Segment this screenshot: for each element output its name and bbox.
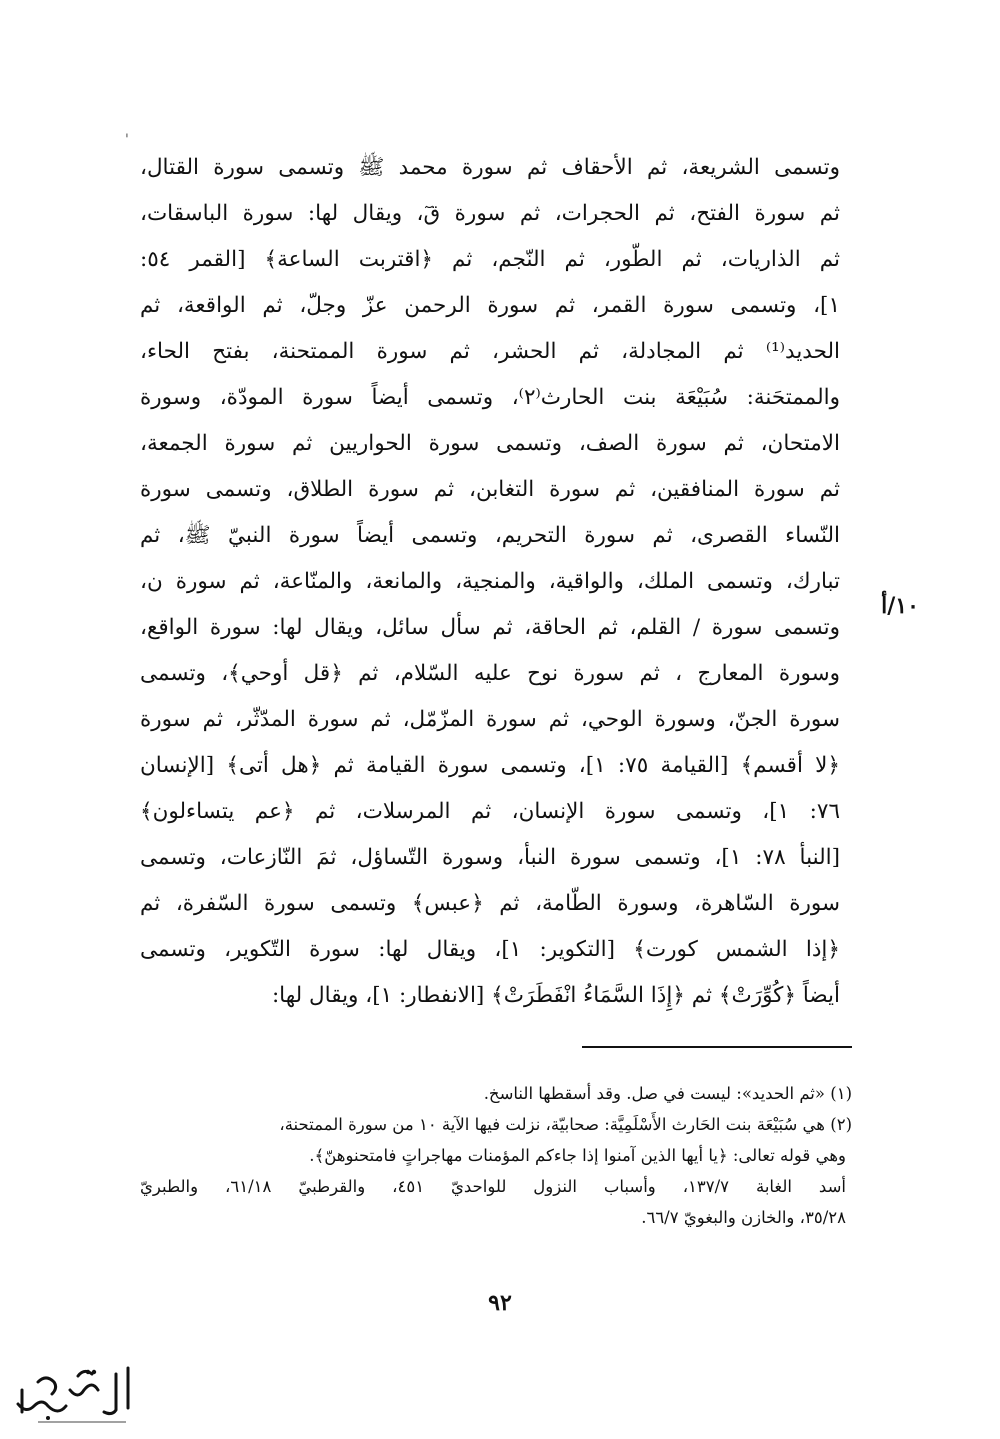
page-number: ٩٢ (488, 1290, 512, 1316)
calligraphy-logo-icon (8, 1360, 143, 1430)
text-line: تبارك، وتسمى الملك، والواقية، والمنجية، والمانعة، والمنّاعة، ثم سورة ن، (140, 569, 840, 594)
text-line: وتسمى الشريعة، ثم الأحقاف ثم سورة محمد ﷺ وتسمى سورة القتال، (140, 155, 840, 180)
calligraphy-logo (8, 1360, 143, 1430)
main-text-block (140, 145, 840, 1019)
text-line: ثم سورة المنافقين، ثم سورة التغابن، ثم سورة الطلاق، وتسمى سورة (140, 477, 840, 502)
text-line: ثم الذاريات، ثم الطّور، ثم النّجم، ثم ﴿اقتربت الساعة﴾ [القمر ٥٤: (140, 247, 840, 272)
footnote-line: وهي قوله تعالى: ﴿يا أيها الذين آمنوا إذا جاءكم المؤمنات مهاجراتٍ فامتحنوهنّ﴾. (309, 1146, 846, 1165)
text-line: سورة السّاهرة، وسورة الطّامة، ثم ﴿عبس﴾ وتسمى سورة السّفرة، ثم (140, 891, 840, 916)
footnote-line: ٣٥/٢٨، والخازن والبغويّ ٦٦/٧. (641, 1208, 846, 1227)
text-line: وسورة المعارج ، ثم سورة نوح عليه السّلام، ثم ﴿قل أوحي﴾، وتسمى (140, 661, 840, 686)
footnote-line: أسد الغابة ١٣٧/٧، وأسباب النزول للواحديّ ٤٥١، والقرطبيّ ٦١/١٨، والطبريّ (140, 1177, 847, 1196)
text-line: والممتحَنة: سُبَيْعَة بنت الحارث⁽٢⁾، وتسمى أيضاً سورة المودّة، وسورة (140, 385, 840, 410)
footnote-line: (٢) هي سُبَيْعَة بنت الحَارث الأَسْلَمِيَّة: صحابيّة، نزلت فيها الآية ١٠ من سورة الممتحنة، (279, 1115, 852, 1134)
text-line: الحديد⁽¹⁾ ثم المجادلة، ثم الحشر، ثم سورة الممتحنة، بفتح الحاء، (140, 339, 840, 364)
text-line: ٧٦: ١]، وتسمى سورة الإنسان، ثم المرسلات، ثم ﴿عم يتساءلون﴾ (140, 799, 840, 824)
footnotes-block (140, 1078, 852, 1233)
text-line: ﴿إذا الشمس كورت﴾ [التكوير: ١]، ويقال لها: سورة التّكوير، وتسمى (140, 937, 840, 962)
text-line: [النبأ ٧٨: ١]، وتسمى سورة النبأ، وسورة التّساؤل، ثمَ النّازعات، وتسمى (140, 845, 840, 870)
text-line: سورة الجنّ، وسورة الوحي، ثم سورة المزّمّل، ثم سورة المدّثّر، ثم سورة (140, 707, 840, 732)
footnote-line: (١) «ثم الحديد»: ليست في صل. وقد أسقطها الناسخ. (483, 1084, 852, 1103)
footnote-separator (582, 1046, 852, 1048)
text-line: أيضاً ﴿كُوِّرَتْ﴾ ثم ﴿إِذَا السَّمَاءُ انْفَطَرَتْ﴾ [الانفطار: ١]، ويقال لها: (271, 983, 840, 1008)
text-line: ﴿لا أقسم﴾ [القيامة ٧٥: ١]، وتسمى سورة القيامة ثم ﴿هل أتى﴾ [الإنسان (140, 753, 840, 778)
text-line: الامتحان، ثم سورة الصف، وتسمى سورة الحواريين ثم سورة الجمعة، (140, 431, 840, 456)
text-line: ثم سورة الفتح، ثم الحجرات، ثم سورة قٓ، ويقال لها: سورة الباسقات، (140, 201, 840, 226)
text-line: وتسمى سورة / القلم، ثم الحاقة، ثم سأل سائل، ويقال لها: سورة الواقع، (140, 615, 840, 640)
text-line: النّساء القصرى، ثم سورة التحريم، وتسمى أيضاً سورة النبيّ ﷺ، ثم (140, 523, 840, 548)
scan-mark: ' (125, 132, 129, 148)
margin-folio-reference: ١٠/أ (881, 593, 919, 619)
text-line: ١]، وتسمى سورة القمر، ثم سورة الرحمن عزّ وجلّ، ثم الواقعة، ثم (140, 293, 840, 318)
